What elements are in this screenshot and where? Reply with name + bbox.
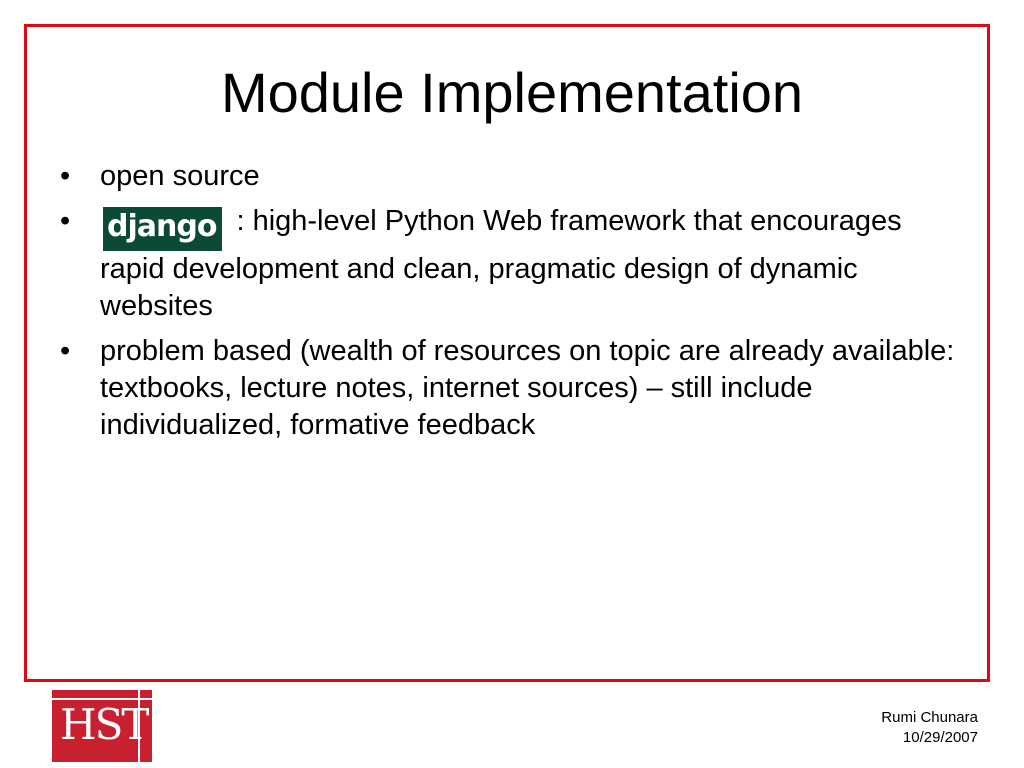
- django-logo: django: [103, 207, 222, 251]
- bullet-item: [54, 203, 974, 325]
- bullet-text: open source: [100, 160, 260, 192]
- bullet-marker: •: [60, 205, 71, 237]
- bullet-marker: •: [60, 335, 71, 367]
- bullet-text: : high-level Python Web framework that encourages rapid development and clean, pragmatic design of dynamic websites: [100, 205, 902, 322]
- bullet-text: problem based (wealth of resources on topic are already available: textbooks, lecture notes, internet sources) – still include individualized, formative feedback: [100, 335, 955, 441]
- bullet-marker: •: [60, 160, 71, 192]
- bullet-item: [54, 158, 974, 195]
- bullet-item: [54, 333, 974, 444]
- footer: [881, 708, 978, 748]
- logo-text: HST: [60, 700, 148, 749]
- footer-date: 10/29/2007: [902, 729, 978, 746]
- slide-title: Module Implementation: [220, 61, 804, 124]
- hst-logo: [52, 690, 152, 762]
- bullet-list: [54, 158, 974, 452]
- footer-author: Rumi Chunara: [881, 709, 978, 726]
